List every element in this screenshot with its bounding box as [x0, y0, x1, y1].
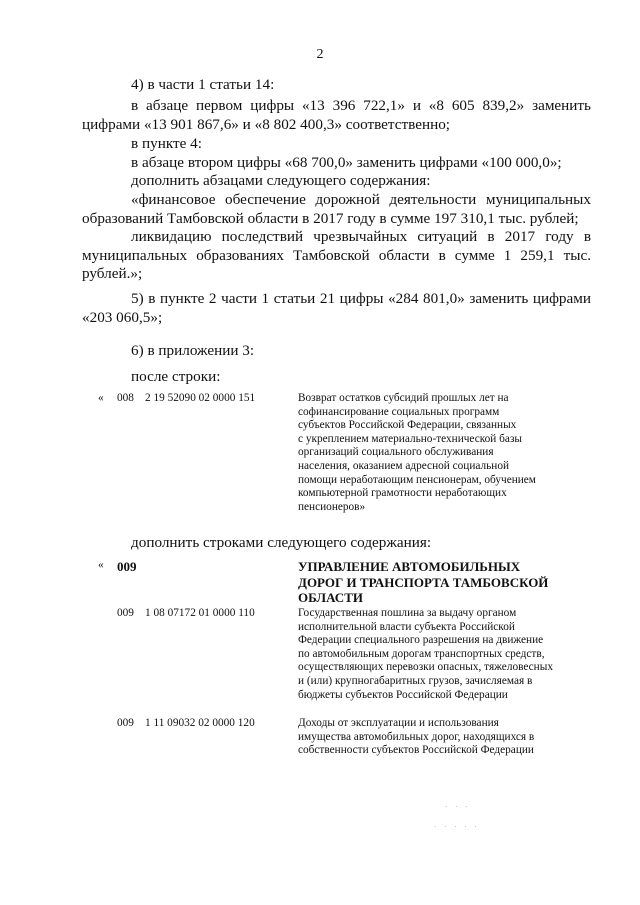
row-description: Государственная пошлина за выдачу органом исполнительной власти субъекта Российской Федерации специального разрешения на движение по автомобильным дорогам транспортных средств, осуществляющих перевозки опасных, тяжеловесных и (или) крупногабаритных грузов, зачисляемая в бюджеты субъектов Российской Федерации	[298, 607, 553, 701]
paragraph-line: «финансовое обеспечение дорожной деятельности муниципальных	[131, 191, 591, 208]
paragraph-line: в абзаце первом цифры «13 396 722,1» и «8 605 839,2» заменить	[131, 97, 591, 114]
table-header-row	[0, 559, 640, 609]
paragraph-line: дополнить абзацами следующего содержания:	[131, 172, 431, 189]
item-4-heading: 4) в части 1 статьи 14:	[131, 76, 275, 93]
paragraph-line: в пункте 4:	[131, 135, 202, 152]
item-6-heading: 6) в приложении 3:	[131, 342, 255, 359]
revenue-code: 1 08 07172 01 0000 110	[145, 607, 255, 619]
paragraph-line: рублей.»;	[82, 265, 143, 282]
item-5-line: «203 060,5»;	[82, 309, 163, 326]
section-title: УПРАВЛЕНИЕ АВТОМОБИЛЬНЫХ ДОРОГ И ТРАНСПОРТА ТАМБОВСКОЙ ОБЛАСТИ	[298, 559, 549, 605]
paragraph-line: после строки:	[131, 368, 221, 385]
row-description: Доходы от эксплуатации и использования имущества автомобильных дорог, находящихся в собственности субъектов Российской Федерации	[298, 717, 535, 757]
paragraph-line: образований Тамбовской области в 2017 году в сумме 197 310,1 тыс. рублей;	[82, 210, 579, 227]
revenue-code: 1 11 09032 02 0000 120	[145, 717, 255, 729]
admin-code: 008	[117, 392, 134, 404]
page-number: 2	[316, 47, 324, 62]
table-row	[0, 392, 640, 532]
revenue-code: 2 19 52090 02 0000 151	[145, 392, 256, 404]
admin-code: 009	[117, 607, 134, 619]
open-quote: «	[98, 559, 104, 571]
open-quote: «	[98, 392, 104, 404]
scan-speck: · · ·	[445, 803, 471, 811]
paragraph-line: дополнить строками следующего содержания:	[131, 534, 432, 551]
admin-code: 009	[117, 717, 134, 729]
table-row	[0, 607, 640, 707]
paragraph-line: в абзаце втором цифры «68 700,0» заменить цифрами «100 000,0»;	[131, 154, 562, 171]
paragraph-line: ликвидацию последствий чрезвычайных ситуаций в 2017 году в	[131, 228, 591, 245]
paragraph-line: муниципальных образованиях Тамбовской области в сумме 1 259,1 тыс.	[82, 247, 591, 264]
admin-code: 009	[117, 559, 137, 574]
scan-speck: · · · · ·	[434, 823, 480, 831]
item-5-line: 5) в пункте 2 части 1 статьи 21 цифры «284 801,0» заменить цифрами	[131, 290, 591, 307]
table-row	[0, 717, 640, 763]
row-description: Возврат остатков субсидий прошлых лет на софинансирование социальных программ субъектов Российской Федерации, связанных с укреплением материально-технической базы организаций социального обслуживания населения, оказанием адресной социальной помощи неработающим пенсионерам, обучением компьютерной грамотности неработающих пенсионеров»	[298, 392, 536, 513]
paragraph-line: цифрами «13 901 867,6» и «8 802 400,3» соответственно;	[82, 116, 451, 133]
